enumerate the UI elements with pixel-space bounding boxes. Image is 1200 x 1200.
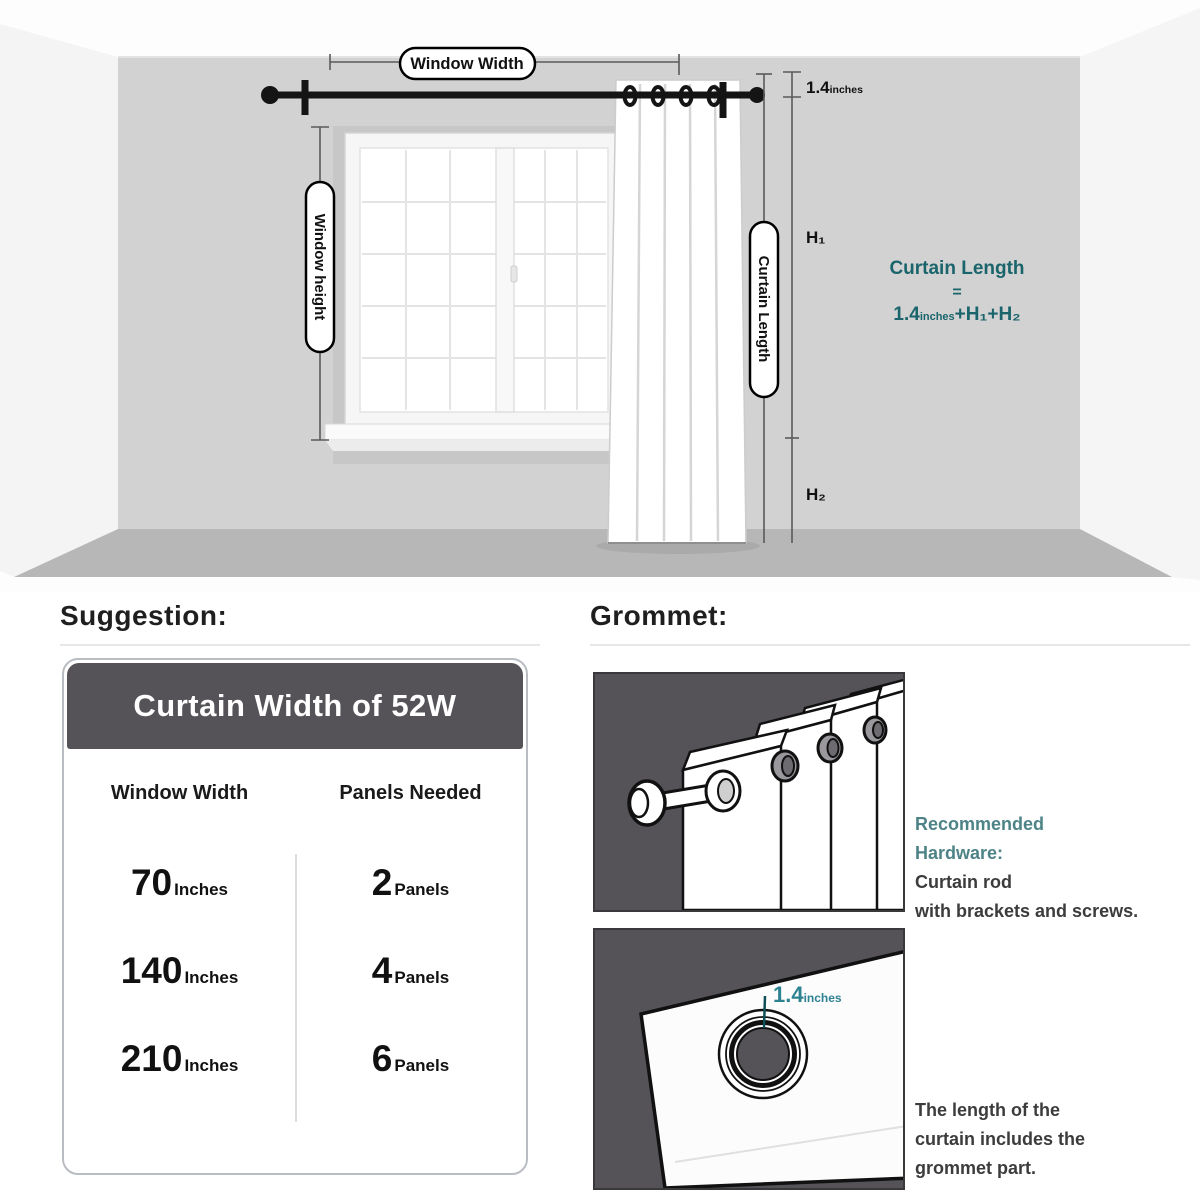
window-width-cell [64,862,295,904]
table-column-divider [295,854,297,1122]
grommet-rod-svg [595,674,903,910]
formula-rest: +H₁+H₂ [954,304,1021,325]
panels-cell [295,950,526,992]
hardware-note-line: with brackets and screws. [915,901,1139,921]
rod-finial-right [749,87,765,103]
width-value: 140 [120,950,183,991]
length-note [915,1096,1085,1183]
window-height-label: Window height [311,213,328,321]
table-title: Curtain Width of 52W [67,663,523,749]
panels-cell [295,862,526,904]
formula-value: 1.4 [893,304,920,325]
width-value: 210 [120,1038,183,1079]
hardware-note-line: Hardware: [915,843,1004,863]
suggestion-divider [60,644,540,646]
bottom-section [0,592,1200,1200]
window-width-cell [64,1038,295,1080]
left-wall [0,24,118,577]
window-width-label: Window Width [410,55,524,73]
rod-finial-left [261,86,279,104]
panels-table-card [62,658,528,1175]
panels-unit: Panels [394,968,450,987]
length-note-line: The length of the [915,1100,1060,1120]
table-header-row [64,782,526,805]
panels-value: 6 [371,1038,393,1079]
h2-label: H₂ [806,485,826,504]
floor [14,529,1172,577]
grommet-size-unit: inches [803,991,842,1005]
formula-unit: inches [919,311,955,323]
grommet-measure-line [764,996,765,1028]
length-note-line: curtain includes the [915,1129,1086,1149]
width-unit: Inches [184,968,239,987]
hardware-note [915,810,1138,926]
hardware-note-line: Curtain rod [915,872,1012,892]
window-sill-front [325,440,640,451]
suggestion-section [60,600,540,1175]
grommet-divider [590,644,1190,646]
panels-value: 4 [371,950,393,991]
window-glass [360,148,608,412]
window-height-pill [306,182,334,352]
width-value: 70 [130,862,173,903]
formula-equals: = [952,284,962,301]
window-sill [325,424,640,440]
room-diagram [0,0,1200,592]
grommet-rod-illustration [593,672,905,912]
top-offset-unit: inches [829,84,863,96]
panels-unit: Panels [394,1056,450,1075]
grommet-heading: Grommet: [590,600,728,631]
window-width-pill [400,48,535,79]
suggestion-heading: Suggestion: [60,600,228,631]
panels-value: 2 [371,862,393,903]
curtain-panel [608,80,746,543]
col-header-window-width: Window Width [110,782,249,804]
hardware-note-line: Recommended [915,814,1045,834]
length-note-line: grommet part. [915,1158,1037,1178]
panels-cell [295,1038,526,1080]
curtain-length-pill [750,222,778,397]
room-scene-svg [0,0,1200,592]
window-sill-shadow [333,451,632,464]
right-wall [1080,8,1200,580]
formula-line3 [893,304,1020,325]
grommet-section [590,600,1190,1178]
grommet-closeup-svg [595,930,903,1188]
top-offset-value: 1.4 [806,78,830,97]
grommet-size-value: 1.4 [773,982,804,1007]
width-unit: Inches [184,1056,239,1075]
h1-label: H₁ [806,228,826,247]
grommet-closeup-illustration [593,928,905,1190]
panels-unit: Panels [394,880,450,899]
curtain-length-pill-label: Curtain Length [755,255,772,363]
formula-line1: Curtain Length [889,258,1025,279]
window-width-cell [64,950,295,992]
window-handle [511,266,517,282]
width-unit: Inches [174,880,228,899]
col-header-panels-needed: Panels Needed [339,782,482,804]
